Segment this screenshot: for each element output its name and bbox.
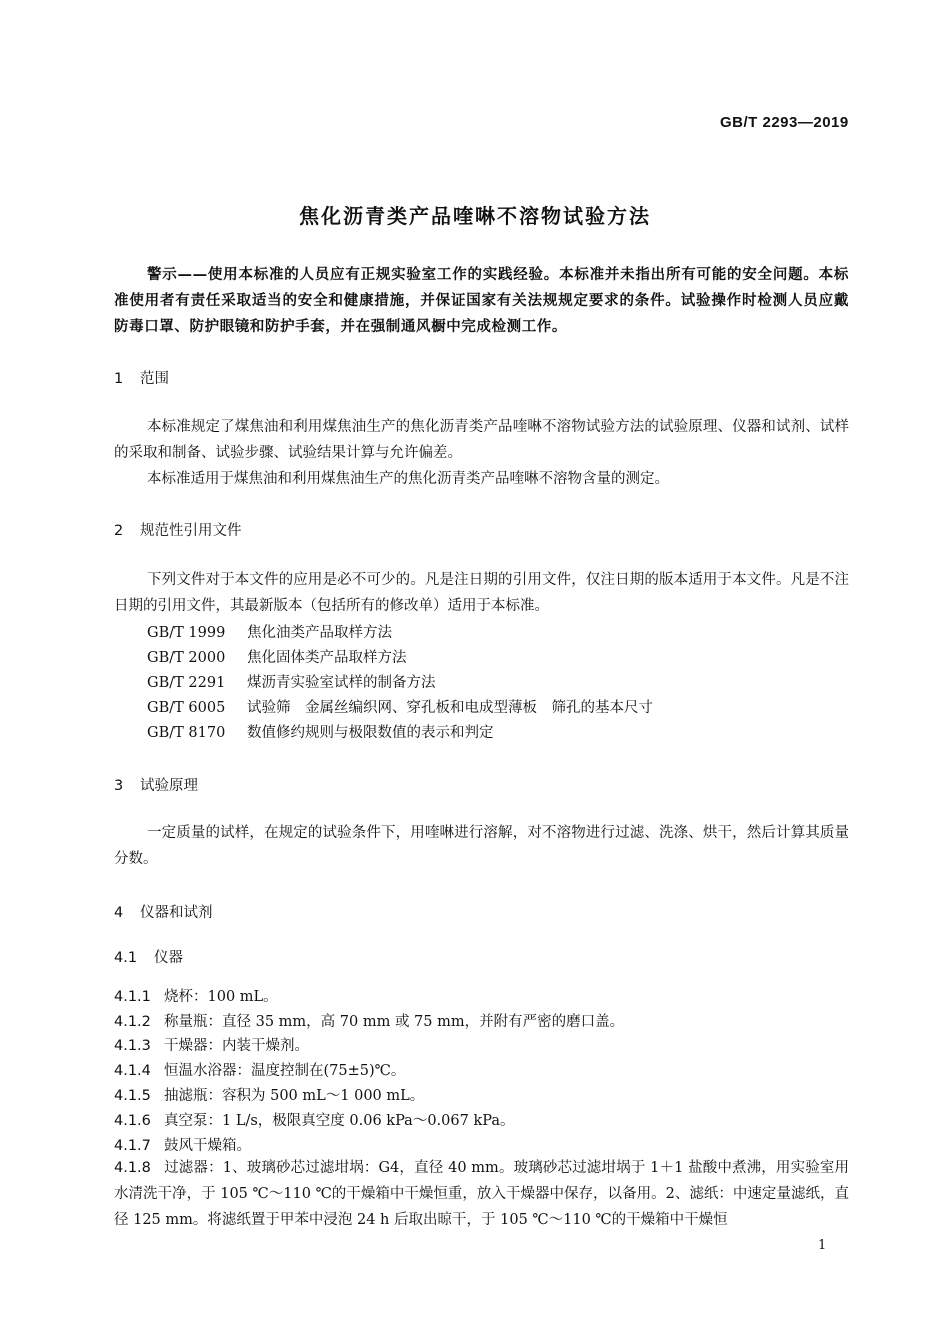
section-title: 试验原理 [140,778,198,794]
subsection-4-1-heading [114,946,183,967]
item-number: 4.1.8 [114,1160,151,1176]
section-2-paragraph-1: 下列文件对于本文件的应用是必不可少的。凡是注日期的引用文件，仅注日期的版本适用于本文件。凡是不注日期的引用文件，其最新版本（包括所有的修改单）适用于本标准。 [114,572,849,614]
section-title: 规范性引用文件 [140,523,242,539]
reference-name: 焦化油类产品取样方法 [247,625,392,641]
reference-code: GB/T 6005 [147,700,226,716]
section-number: 2 [114,523,124,539]
section-number: 1 [114,371,124,387]
item-text: 烧杯：100 mL。 [164,989,278,1005]
apparatus-item [114,985,278,1006]
section-4-heading [114,901,213,922]
apparatus-item [114,1059,405,1080]
apparatus-item [114,1084,424,1105]
section-1-heading [114,367,169,388]
item-text: 鼓风干燥箱。 [164,1138,251,1154]
section-title: 范围 [140,371,169,387]
section-1-paragraph-1: 本标准规定了煤焦油和利用煤焦油生产的焦化沥青类产品喹啉不溶物试验方法的试验原理、仪器和试剂、试样的采取和制备、试验步骤、试验结果计算与允许偏差。 [114,419,849,461]
apparatus-item [114,1109,514,1130]
reference-name: 试验筛 金属丝编织网、穿孔板和电成型薄板 筛孔的基本尺寸 [247,700,653,716]
warning-paragraph: 警示——使用本标准的人员应有正规实验室工作的实践经验。本标准并未指出所有可能的安全问题。本标准使用者有责任采取适当的安全和健康措施，并保证国家有关法规规定要求的条件。试验操作时检测人员应戴防毒口罩、防护眼镜和防护手套，并在强制通风橱中完成检测工作。 [114,267,849,335]
item-number: 4.1.6 [114,1113,151,1129]
section-number: 3 [114,778,124,794]
section-3-heading [114,774,198,795]
section-3-paragraph-1: 一定质量的试样，在规定的试验条件下，用喹啉进行溶解，对不溶物进行过滤、洗涤、烘干，然后计算其质量分数。 [114,825,849,867]
standard-code: GB/T 2293—2019 [720,114,849,131]
item-text: 干燥器：内装干燥剂。 [164,1038,309,1054]
section-2-heading [114,519,242,540]
reference-code: GB/T 2291 [147,675,226,691]
item-number: 4.1.4 [114,1063,151,1079]
section-title: 仪器和试剂 [140,905,213,921]
reference-code: GB/T 1999 [147,625,226,641]
reference-name: 数值修约规则与极限数值的表示和判定 [247,725,494,741]
apparatus-item [114,1134,251,1155]
section-number: 4 [114,905,124,921]
apparatus-item [114,1155,849,1233]
item-text: 称量瓶：直径 35 mm，高 70 mm 或 75 mm，并附有严密的磨口盖。 [164,1014,625,1030]
item-number: 4.1.3 [114,1038,151,1054]
apparatus-item [114,1010,624,1031]
page-number: 1 [818,1238,827,1253]
item-text: 抽滤瓶：容积为 500 mL～1 000 mL。 [164,1088,425,1104]
reference-item [147,621,392,642]
reference-code: GB/T 2000 [147,650,226,666]
subsection-number: 4.1 [114,950,138,966]
reference-item [147,646,407,667]
reference-name: 煤沥青实验室试样的制备方法 [247,675,436,691]
item-text: 真空泵：1 L/s，极限真空度 0.06 kPa～0.067 kPa。 [164,1113,515,1129]
item-number: 4.1.1 [114,989,151,1005]
section-1-paragraph-2: 本标准适用于煤焦油和利用煤焦油生产的焦化沥青类产品喹啉不溶物含量的测定。 [147,471,669,487]
reference-name: 焦化固体类产品取样方法 [247,650,407,666]
document-title: 焦化沥青类产品喹啉不溶物试验方法 [299,204,651,228]
item-number: 4.1.5 [114,1088,151,1104]
reference-item [147,721,494,742]
item-number: 4.1.2 [114,1014,151,1030]
subsection-title: 仪器 [154,950,183,966]
item-text: 过滤器：1、玻璃砂芯过滤坩埚：G4，直径 40 mm。玻璃砂芯过滤坩埚于 1＋1 盐酸中煮沸，用实验室用水清洗干净，于 105 ℃～110 ℃的干燥箱中干燥恒重，放入干燥器中保存，以备用。2、滤纸：中速定量滤纸，直径 125 mm。将滤纸置于甲苯中浸泡 24 h 后取出晾干，于 105 ℃～110 ℃的干燥箱中干燥恒 [114,1160,849,1228]
item-number: 4.1.7 [114,1138,151,1154]
apparatus-item [114,1034,309,1055]
reference-code: GB/T 8170 [147,725,226,741]
reference-item [147,671,436,692]
item-text: 恒温水浴器：温度控制在(75±5)℃。 [164,1063,406,1079]
reference-item [147,696,653,717]
